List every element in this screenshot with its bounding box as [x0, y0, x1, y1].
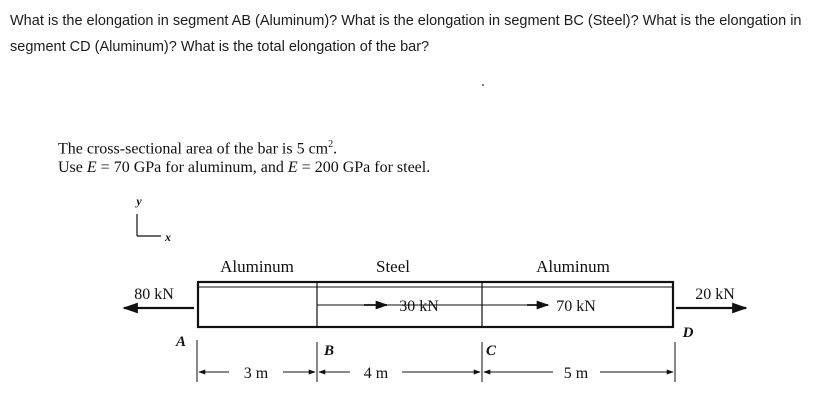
modulus-text-b: = 70 GPa for aluminum, and: [96, 159, 288, 176]
modulus-symbol-2: E: [287, 159, 298, 176]
area-exponent: 2: [328, 139, 334, 150]
question-text: What is the elongation in segment AB (Aluminum)? What is the elongation in segment BC (Steel)? What is the elongation in segment CD (Aluminum)? What is the total elongation of the bar?: [10, 13, 802, 55]
segment-ab-material: Aluminum: [220, 257, 294, 276]
load-c-label: 70 kN: [556, 298, 596, 315]
y-axis-label: y: [136, 194, 142, 208]
x-axis-label: x: [165, 230, 171, 244]
axes-icon: [134, 194, 171, 244]
point-c-label: C: [485, 343, 497, 359]
point-a-label: A: [175, 334, 187, 350]
modulus-text-a: Use: [58, 159, 87, 176]
point-d-label: D: [682, 325, 694, 341]
load-left-label: 80 kN: [134, 286, 174, 303]
segment-bc-material: Steel: [376, 257, 410, 276]
area-suffix: .: [333, 140, 338, 158]
point-b-label: B: [323, 343, 335, 359]
dim-cd-label: 5 m: [563, 365, 589, 382]
dim-bc-label: 4 m: [363, 365, 389, 382]
area-text: The cross-sectional area of the bar is 5 cm: [58, 140, 329, 158]
load-b-label: 30 kN: [399, 298, 439, 315]
modulus-text-c: = 200 GPa for steel.: [297, 159, 431, 176]
modulus-symbol-1: E: [86, 159, 97, 176]
segment-cd-material: Aluminum: [536, 257, 610, 276]
load-right-label: 20 kN: [695, 286, 735, 303]
dim-ab-label: 3 m: [243, 365, 269, 382]
